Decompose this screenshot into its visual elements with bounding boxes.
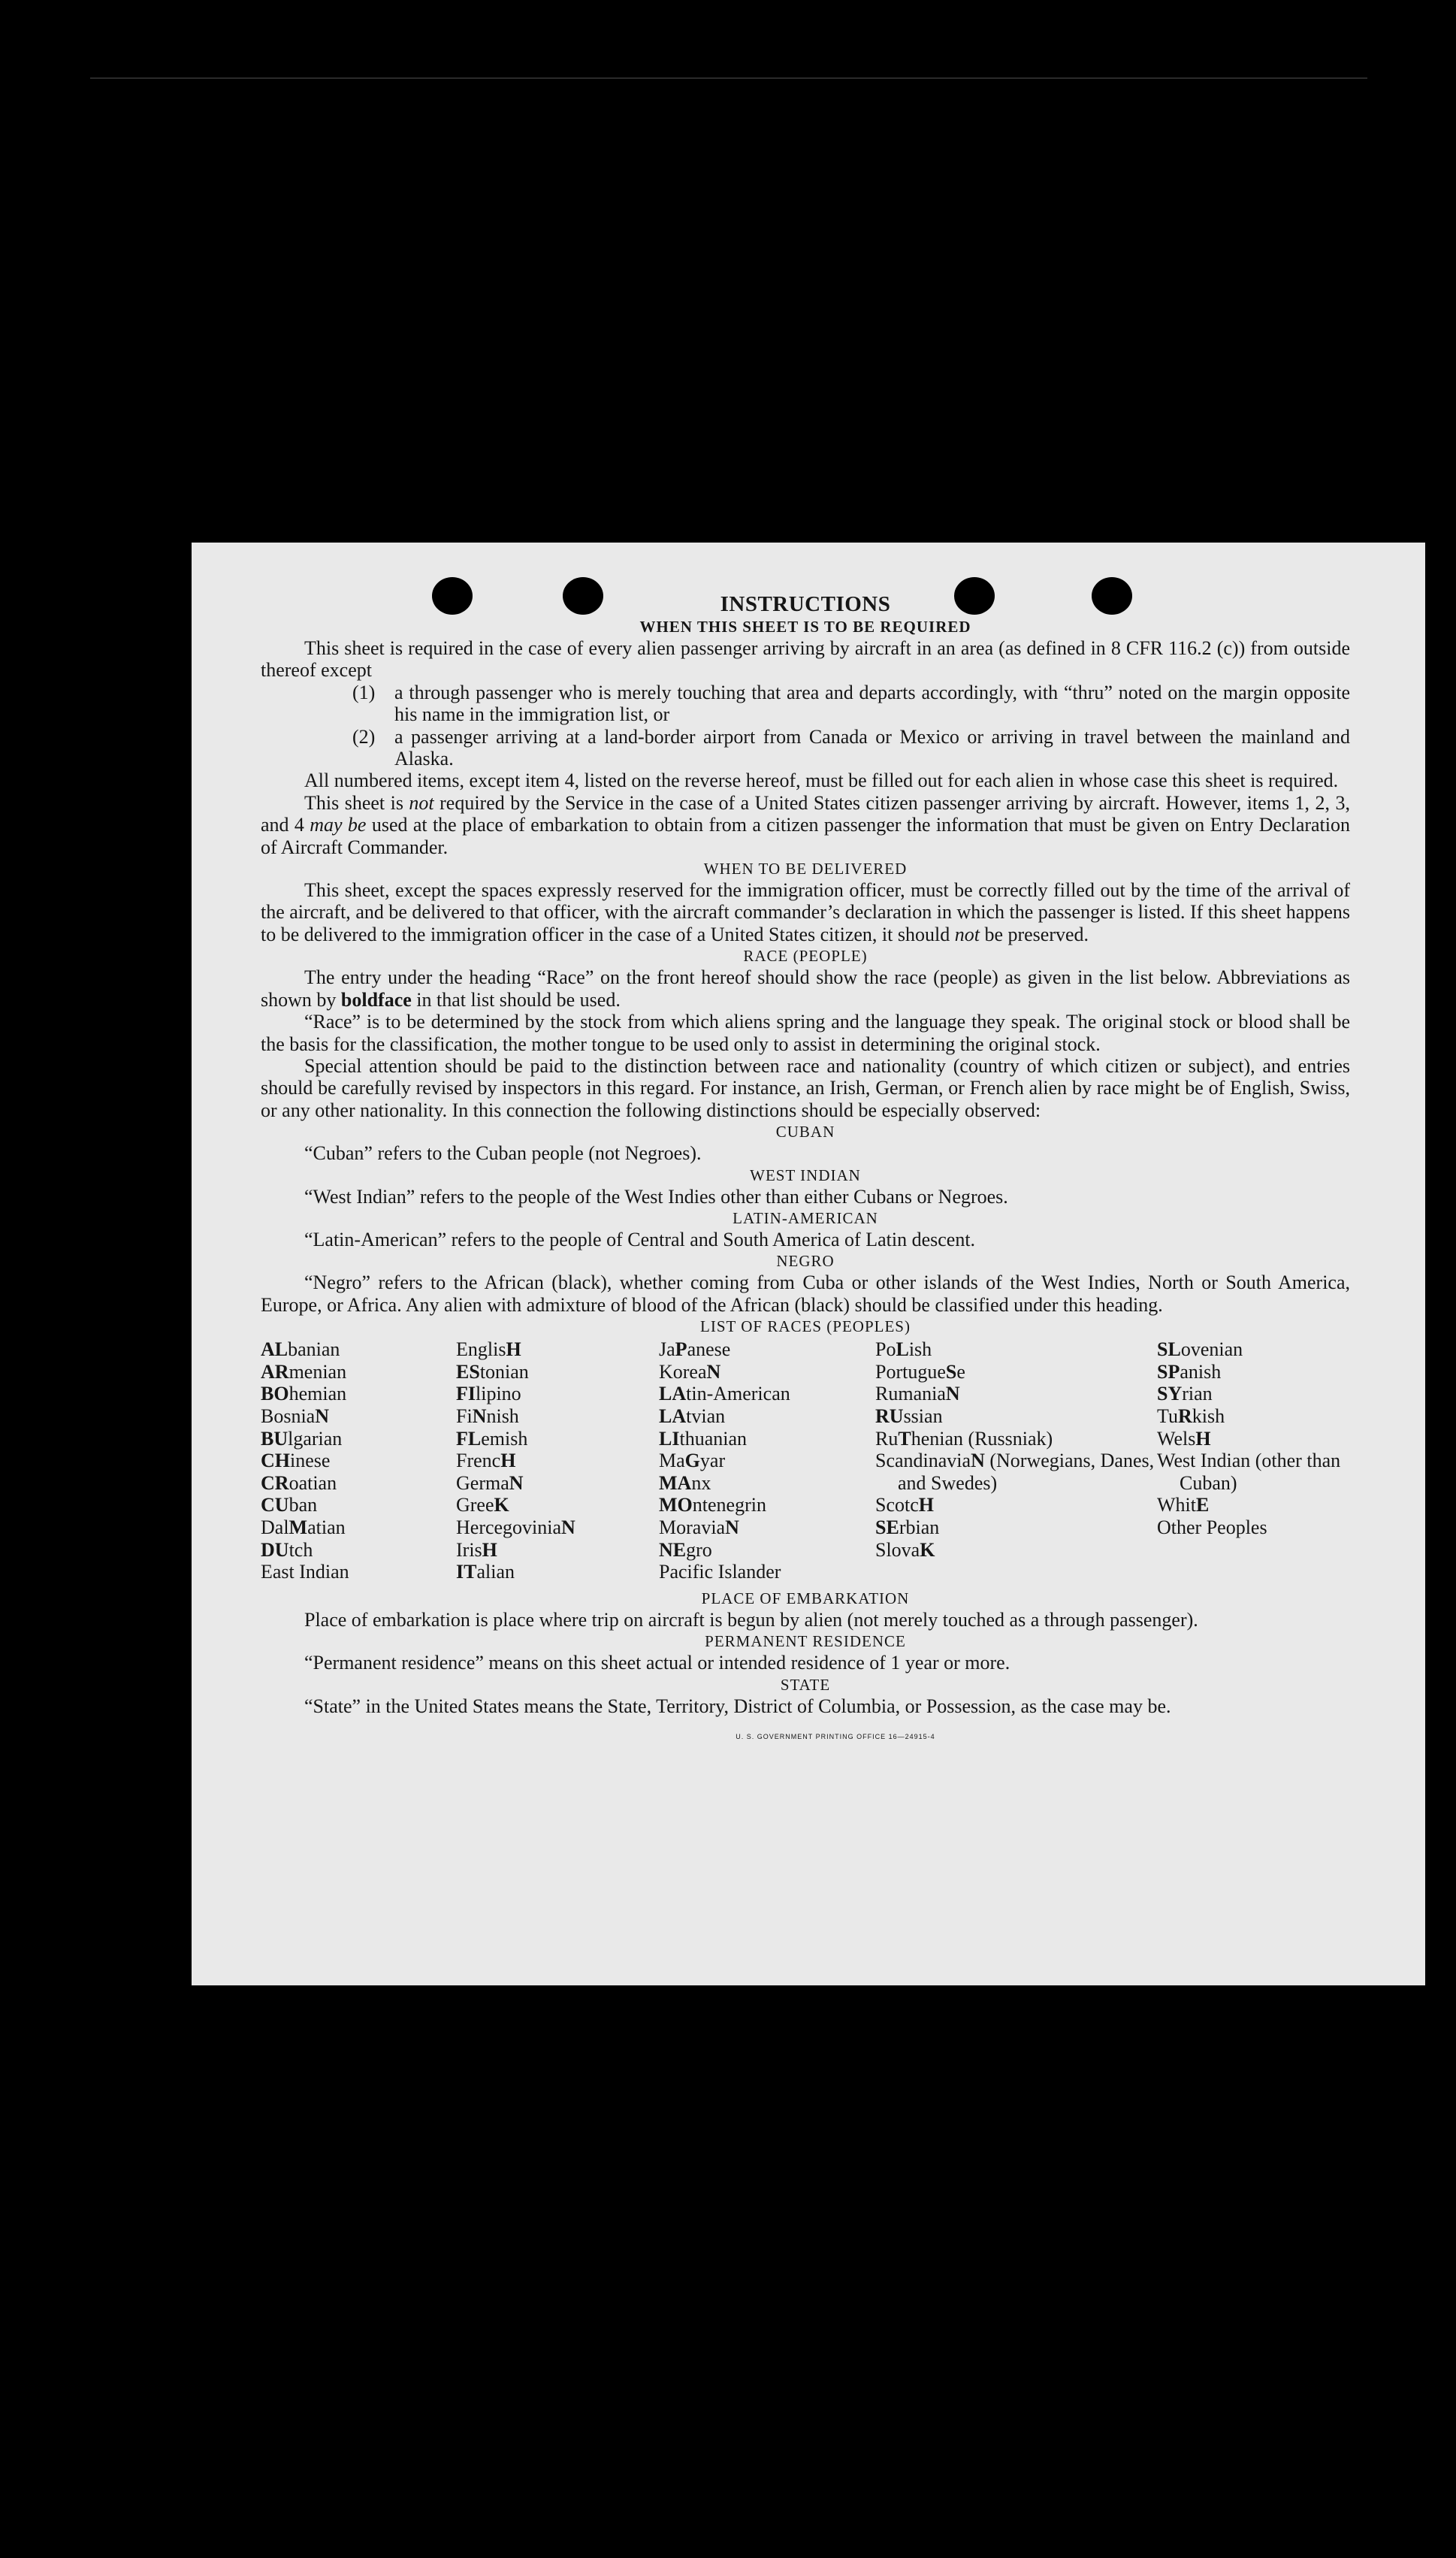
paragraph: This sheet is required in the case of every alien passenger arriving by aircraft in an area (as defined in 8 CFR 116.2 (c)) from outside thereof except xyxy=(261,637,1350,682)
race-entry xyxy=(875,1338,1157,1361)
text-run: used at the place of embarkation to obtain from a citizen passenger the information that must be given on Entry Declaration of Aircraft Commander. xyxy=(261,814,1350,858)
race-abbreviation: N xyxy=(315,1404,330,1427)
race-name-part: emish xyxy=(481,1427,528,1450)
race-abbreviation: CR xyxy=(261,1471,289,1494)
race-name-part: East Indian xyxy=(261,1561,349,1583)
printing-office-imprint: U. S. GOVERNMENT PRINTING OFFICE 16—24915-4 xyxy=(736,1732,935,1740)
paragraph: “Permanent residence” means on this sheet actual or intended residence of 1 year or more. xyxy=(304,1652,1010,1674)
race-abbreviation: LA xyxy=(659,1404,687,1427)
race-name-part: Hercegovinia xyxy=(456,1516,562,1538)
races-column xyxy=(1157,1338,1350,1583)
paragraph: “State” in the United States means the State, Territory, District of Columbia, or Possession, as the case may be. xyxy=(304,1695,1171,1717)
race-name-part: Pacific Islander xyxy=(659,1561,781,1583)
race-name-part: Portugue xyxy=(875,1360,946,1383)
race-entry xyxy=(659,1561,875,1583)
race-entry xyxy=(261,1405,456,1428)
race-name-part: ish xyxy=(908,1338,932,1361)
races-column xyxy=(875,1338,1157,1583)
race-entry xyxy=(261,1539,456,1562)
race-entry xyxy=(875,1450,1157,1494)
race-abbreviation: L xyxy=(896,1338,909,1361)
race-abbreviation: H xyxy=(1195,1427,1211,1450)
races-column xyxy=(261,1338,456,1583)
text-run: The entry under the heading “Race” on the front hereof should show the race (people) as given in the list below. Abbreviations as shown by xyxy=(261,966,1350,1011)
race-entry xyxy=(261,1516,456,1539)
paragraph: “Cuban” refers to the Cuban people (not Negroes). xyxy=(304,1142,702,1165)
paragraph: “Latin-American” refers to the people of Central and South America of Latin descent. xyxy=(304,1228,976,1250)
race-abbreviation: K xyxy=(920,1538,935,1561)
heading-race: RACE (PEOPLE) xyxy=(743,947,868,966)
race-entry xyxy=(261,1428,456,1450)
race-name-part: oatian xyxy=(288,1471,337,1494)
race-name-part: rbian xyxy=(899,1516,940,1538)
heading-latin-american: LATIN-AMERICAN xyxy=(733,1208,878,1227)
race-entry xyxy=(1157,1361,1350,1383)
race-abbreviation: N xyxy=(725,1516,739,1538)
paragraph: “West Indian” refers to the people of the West Indies other than either Cubans or Negroes. xyxy=(304,1185,1008,1208)
race-name-part: yar xyxy=(699,1450,726,1472)
race-name-part: alian xyxy=(476,1561,515,1583)
race-name-part: atian xyxy=(307,1516,346,1538)
race-entry xyxy=(1157,1428,1350,1450)
race-entry xyxy=(456,1450,659,1472)
race-entry xyxy=(261,1383,456,1405)
race-entry xyxy=(456,1472,659,1495)
race-name-part: Fi xyxy=(456,1404,473,1427)
race-entry xyxy=(659,1494,875,1516)
race-name-part: Gree xyxy=(456,1494,494,1516)
heading-west-indian: WEST INDIAN xyxy=(750,1166,861,1184)
race-abbreviation: H xyxy=(918,1494,934,1516)
race-name-part: inese xyxy=(290,1450,331,1472)
race-name-part: ntenegrin xyxy=(692,1494,766,1516)
race-abbreviation: SE xyxy=(875,1516,899,1538)
heading-required: WHEN THIS SHEET IS TO BE REQUIRED xyxy=(639,618,971,636)
race-name-part: tvian xyxy=(686,1404,726,1427)
race-entry xyxy=(456,1405,659,1428)
race-entry xyxy=(659,1539,875,1562)
race-name-part: anish xyxy=(1180,1360,1222,1383)
race-entry xyxy=(659,1472,875,1495)
race-abbreviation: H xyxy=(500,1450,516,1472)
race-name-part: menian xyxy=(288,1360,347,1383)
race-abbreviation: N xyxy=(509,1471,524,1494)
race-abbreviation: SY xyxy=(1157,1383,1183,1405)
race-name-part: (Norwegians, Danes, and Swedes) xyxy=(898,1450,1155,1494)
text-run: required by the Service in the case of a United States citizen passenger arriving by aircraft. However, items 1, 2, 3, and 4 xyxy=(261,791,1350,836)
heading-embarkation: PLACE OF EMBARKATION xyxy=(701,1589,910,1607)
race-abbreviation: CH xyxy=(261,1450,290,1472)
race-entry xyxy=(659,1383,875,1405)
race-abbreviation: H xyxy=(506,1338,521,1361)
race-name-part: rian xyxy=(1182,1383,1213,1405)
race-name-part: hemian xyxy=(288,1383,347,1405)
race-abbreviation: SP xyxy=(1157,1360,1180,1383)
race-name-part: Whit xyxy=(1157,1494,1196,1516)
heading-negro: NEGRO xyxy=(776,1252,835,1271)
race-entry xyxy=(1157,1338,1350,1361)
race-abbreviation: S xyxy=(945,1360,957,1383)
race-entry xyxy=(875,1383,1157,1405)
race-entry xyxy=(456,1539,659,1562)
race-name-part: kish xyxy=(1192,1404,1225,1427)
race-name-part: Tu xyxy=(1157,1404,1178,1427)
race-name-part: Dal xyxy=(261,1516,289,1538)
item-number: (2) xyxy=(352,725,376,748)
race-name-part: Englis xyxy=(456,1338,506,1361)
race-abbreviation: H xyxy=(482,1538,497,1561)
race-entry xyxy=(659,1450,875,1472)
race-abbreviation: AL xyxy=(261,1338,288,1361)
paragraph xyxy=(261,792,1350,858)
race-entry xyxy=(261,1338,456,1361)
item-number: (1) xyxy=(352,681,376,703)
text-run: in that list should be used. xyxy=(411,988,621,1011)
race-entry xyxy=(456,1338,659,1361)
race-entry xyxy=(1157,1450,1350,1494)
race-name-part: tonian xyxy=(479,1360,529,1383)
race-entry xyxy=(659,1338,875,1361)
race-entry xyxy=(1157,1516,1350,1539)
race-name-part: Scotc xyxy=(875,1494,919,1516)
race-name-part: banian xyxy=(288,1338,340,1361)
races-column xyxy=(456,1338,659,1583)
race-entry xyxy=(659,1516,875,1539)
text-run: be preserved. xyxy=(979,923,1089,945)
race-name-part: Germa xyxy=(456,1471,509,1494)
races-list xyxy=(261,1338,1350,1583)
text-run: This sheet is xyxy=(304,791,409,814)
race-name-part: ban xyxy=(288,1494,318,1516)
heading-cuban: CUBAN xyxy=(775,1123,835,1141)
race-abbreviation: AR xyxy=(261,1360,289,1383)
race-abbreviation: N xyxy=(971,1450,985,1472)
race-entry xyxy=(456,1428,659,1450)
race-name-part: Po xyxy=(875,1338,896,1361)
item-text: a passenger arriving at a land-border airport from Canada or Mexico or arriving in travel between the mainland and Alaska. xyxy=(394,725,1350,770)
race-name-part: ovenian xyxy=(1180,1338,1243,1361)
race-name-part: Moravia xyxy=(659,1516,726,1538)
race-name-part: henian (Russniak) xyxy=(911,1427,1053,1450)
italic-text: not xyxy=(954,923,980,945)
race-entry xyxy=(261,1494,456,1516)
paragraph: All numbered items, except item 4, listed on the reverse hereof, must be filled out for each alien in whose case this sheet is required. xyxy=(304,770,1339,792)
race-name-part: Iris xyxy=(456,1538,482,1561)
race-entry xyxy=(261,1472,456,1495)
race-abbreviation: N xyxy=(706,1360,721,1383)
race-abbreviation: G xyxy=(684,1450,700,1472)
race-name-part: Ja xyxy=(659,1338,675,1361)
race-entry xyxy=(261,1361,456,1383)
race-name-part: anese xyxy=(687,1338,731,1361)
race-entry xyxy=(261,1561,456,1583)
race-name-part: lgarian xyxy=(288,1427,343,1450)
race-abbreviation: K xyxy=(494,1494,509,1516)
race-entry xyxy=(456,1494,659,1516)
race-entry xyxy=(261,1450,456,1472)
race-entry xyxy=(875,1494,1157,1516)
race-abbreviation: CU xyxy=(261,1494,289,1516)
paragraph xyxy=(261,879,1350,945)
race-entry xyxy=(875,1539,1157,1562)
race-abbreviation: MO xyxy=(659,1494,693,1516)
race-name-part: lipino xyxy=(476,1383,521,1405)
list-item xyxy=(261,726,1350,770)
race-name-part: Wels xyxy=(1157,1427,1196,1450)
bold-text: boldface xyxy=(340,988,412,1011)
race-abbreviation: R xyxy=(1177,1404,1192,1427)
paragraph: Special attention should be paid to the distinction between race and nationality (country of which citizen or subject), and entries should be carefully revised by inspectors in this regard. For instance, an Irish, German, or French alien by race might be of English, Swiss, or any other nationality. In this connection the following distinctions should be especially observed: xyxy=(261,1054,1350,1121)
race-name-part: thuanian xyxy=(679,1427,747,1450)
race-abbreviation: P xyxy=(675,1338,687,1361)
race-entry xyxy=(659,1361,875,1383)
race-entry xyxy=(659,1405,875,1428)
race-name-part: gro xyxy=(686,1538,712,1561)
heading-delivered: WHEN TO BE DELIVERED xyxy=(703,860,908,878)
race-name-part: Ru xyxy=(875,1427,899,1450)
race-abbreviation: E xyxy=(1196,1494,1210,1516)
race-abbreviation: SL xyxy=(1157,1338,1181,1361)
race-name-part: Ma xyxy=(659,1450,685,1472)
italic-text: not xyxy=(409,791,434,814)
race-name-part: Frenc xyxy=(456,1450,501,1472)
race-entry xyxy=(1157,1494,1350,1516)
race-abbreviation: FL xyxy=(456,1427,482,1450)
race-entry xyxy=(875,1361,1157,1383)
paragraph: “Negro” refers to the African (black), whether coming from Cuba or other islands of the West Indies, North or South America, Europe, or Africa. Any alien with admixture of blood of the African (black) should be classified under this heading. xyxy=(261,1271,1350,1316)
race-abbreviation: N xyxy=(472,1404,487,1427)
race-abbreviation: M xyxy=(288,1516,308,1538)
race-entry xyxy=(875,1428,1157,1450)
race-name-part: Rumania xyxy=(875,1383,946,1405)
race-abbreviation: DU xyxy=(261,1538,289,1561)
race-entry xyxy=(456,1383,659,1405)
race-name-part: ssian xyxy=(903,1404,943,1427)
race-abbreviation: RU xyxy=(875,1404,904,1427)
list-item xyxy=(261,682,1350,726)
race-name-part: nish xyxy=(486,1404,519,1427)
scan-edge-line xyxy=(90,77,1367,79)
race-abbreviation: N xyxy=(945,1383,960,1405)
races-column xyxy=(659,1338,875,1583)
heading-residence: PERMANENT RESIDENCE xyxy=(705,1632,906,1651)
race-name-part: nx xyxy=(691,1471,711,1494)
race-name-part: Slova xyxy=(875,1538,920,1561)
race-name-part: Other Peoples xyxy=(1157,1516,1267,1538)
race-entry xyxy=(1157,1383,1350,1405)
race-name-part: Korea xyxy=(659,1360,707,1383)
race-abbreviation: LI xyxy=(659,1427,680,1450)
item-text: a through passenger who is merely touching that area and departs accordingly, with “thru” noted on the margin opposite his name in the immigration list, or xyxy=(394,681,1350,726)
italic-text: may be xyxy=(310,814,367,836)
race-name-part: West Indian (other than Cuban) xyxy=(1157,1450,1341,1494)
text-run: This sheet, except the spaces expressly reserved for the immigration officer, must be correctly filled out by the time of the arrival of the aircraft, and be delivered to that officer, with the aircraft commander’s declaration in which the passenger is listed. If this sheet happens to be delivered to the immigration officer in the case of a United States citizen, it should xyxy=(261,879,1350,945)
race-abbreviation: IT xyxy=(456,1561,477,1583)
race-name-part: Scandinavia xyxy=(875,1450,971,1472)
race-entry xyxy=(456,1561,659,1583)
heading-list-of-races: LIST OF RACES (PEOPLES) xyxy=(700,1317,911,1336)
race-abbreviation: LA xyxy=(659,1383,687,1405)
race-abbreviation: ES xyxy=(456,1360,480,1383)
race-entry xyxy=(456,1516,659,1539)
instruction-sheet xyxy=(192,543,1425,1985)
race-name-part: Bosnia xyxy=(261,1404,316,1427)
race-entry xyxy=(659,1428,875,1450)
race-abbreviation: BU xyxy=(261,1427,288,1450)
race-abbreviation: NE xyxy=(659,1538,687,1561)
race-abbreviation: MA xyxy=(659,1471,692,1494)
race-entry xyxy=(1157,1405,1350,1428)
race-entry xyxy=(875,1405,1157,1428)
race-entry xyxy=(875,1516,1157,1539)
race-name-part: e xyxy=(956,1360,965,1383)
race-abbreviation: T xyxy=(898,1427,911,1450)
paragraph xyxy=(261,966,1350,1011)
paragraph: Place of embarkation is place where trip on aircraft is begun by alien (not merely touched as a through passenger). xyxy=(304,1608,1198,1631)
race-abbreviation: FI xyxy=(456,1383,476,1405)
race-abbreviation: BO xyxy=(261,1383,289,1405)
page-title: INSTRUCTIONS xyxy=(720,592,891,616)
race-name-part: tin-American xyxy=(686,1383,790,1405)
sheet-content xyxy=(261,592,1350,1748)
race-name-part: tch xyxy=(288,1538,313,1561)
heading-state: STATE xyxy=(780,1675,831,1694)
race-entry xyxy=(456,1361,659,1383)
race-abbreviation: N xyxy=(561,1516,575,1538)
paragraph: “Race” is to be determined by the stock from which aliens spring and the language they speak. The original stock or blood shall be the basis for the classification, the mother tongue to be used only to assist in determining the original stock. xyxy=(261,1011,1350,1055)
